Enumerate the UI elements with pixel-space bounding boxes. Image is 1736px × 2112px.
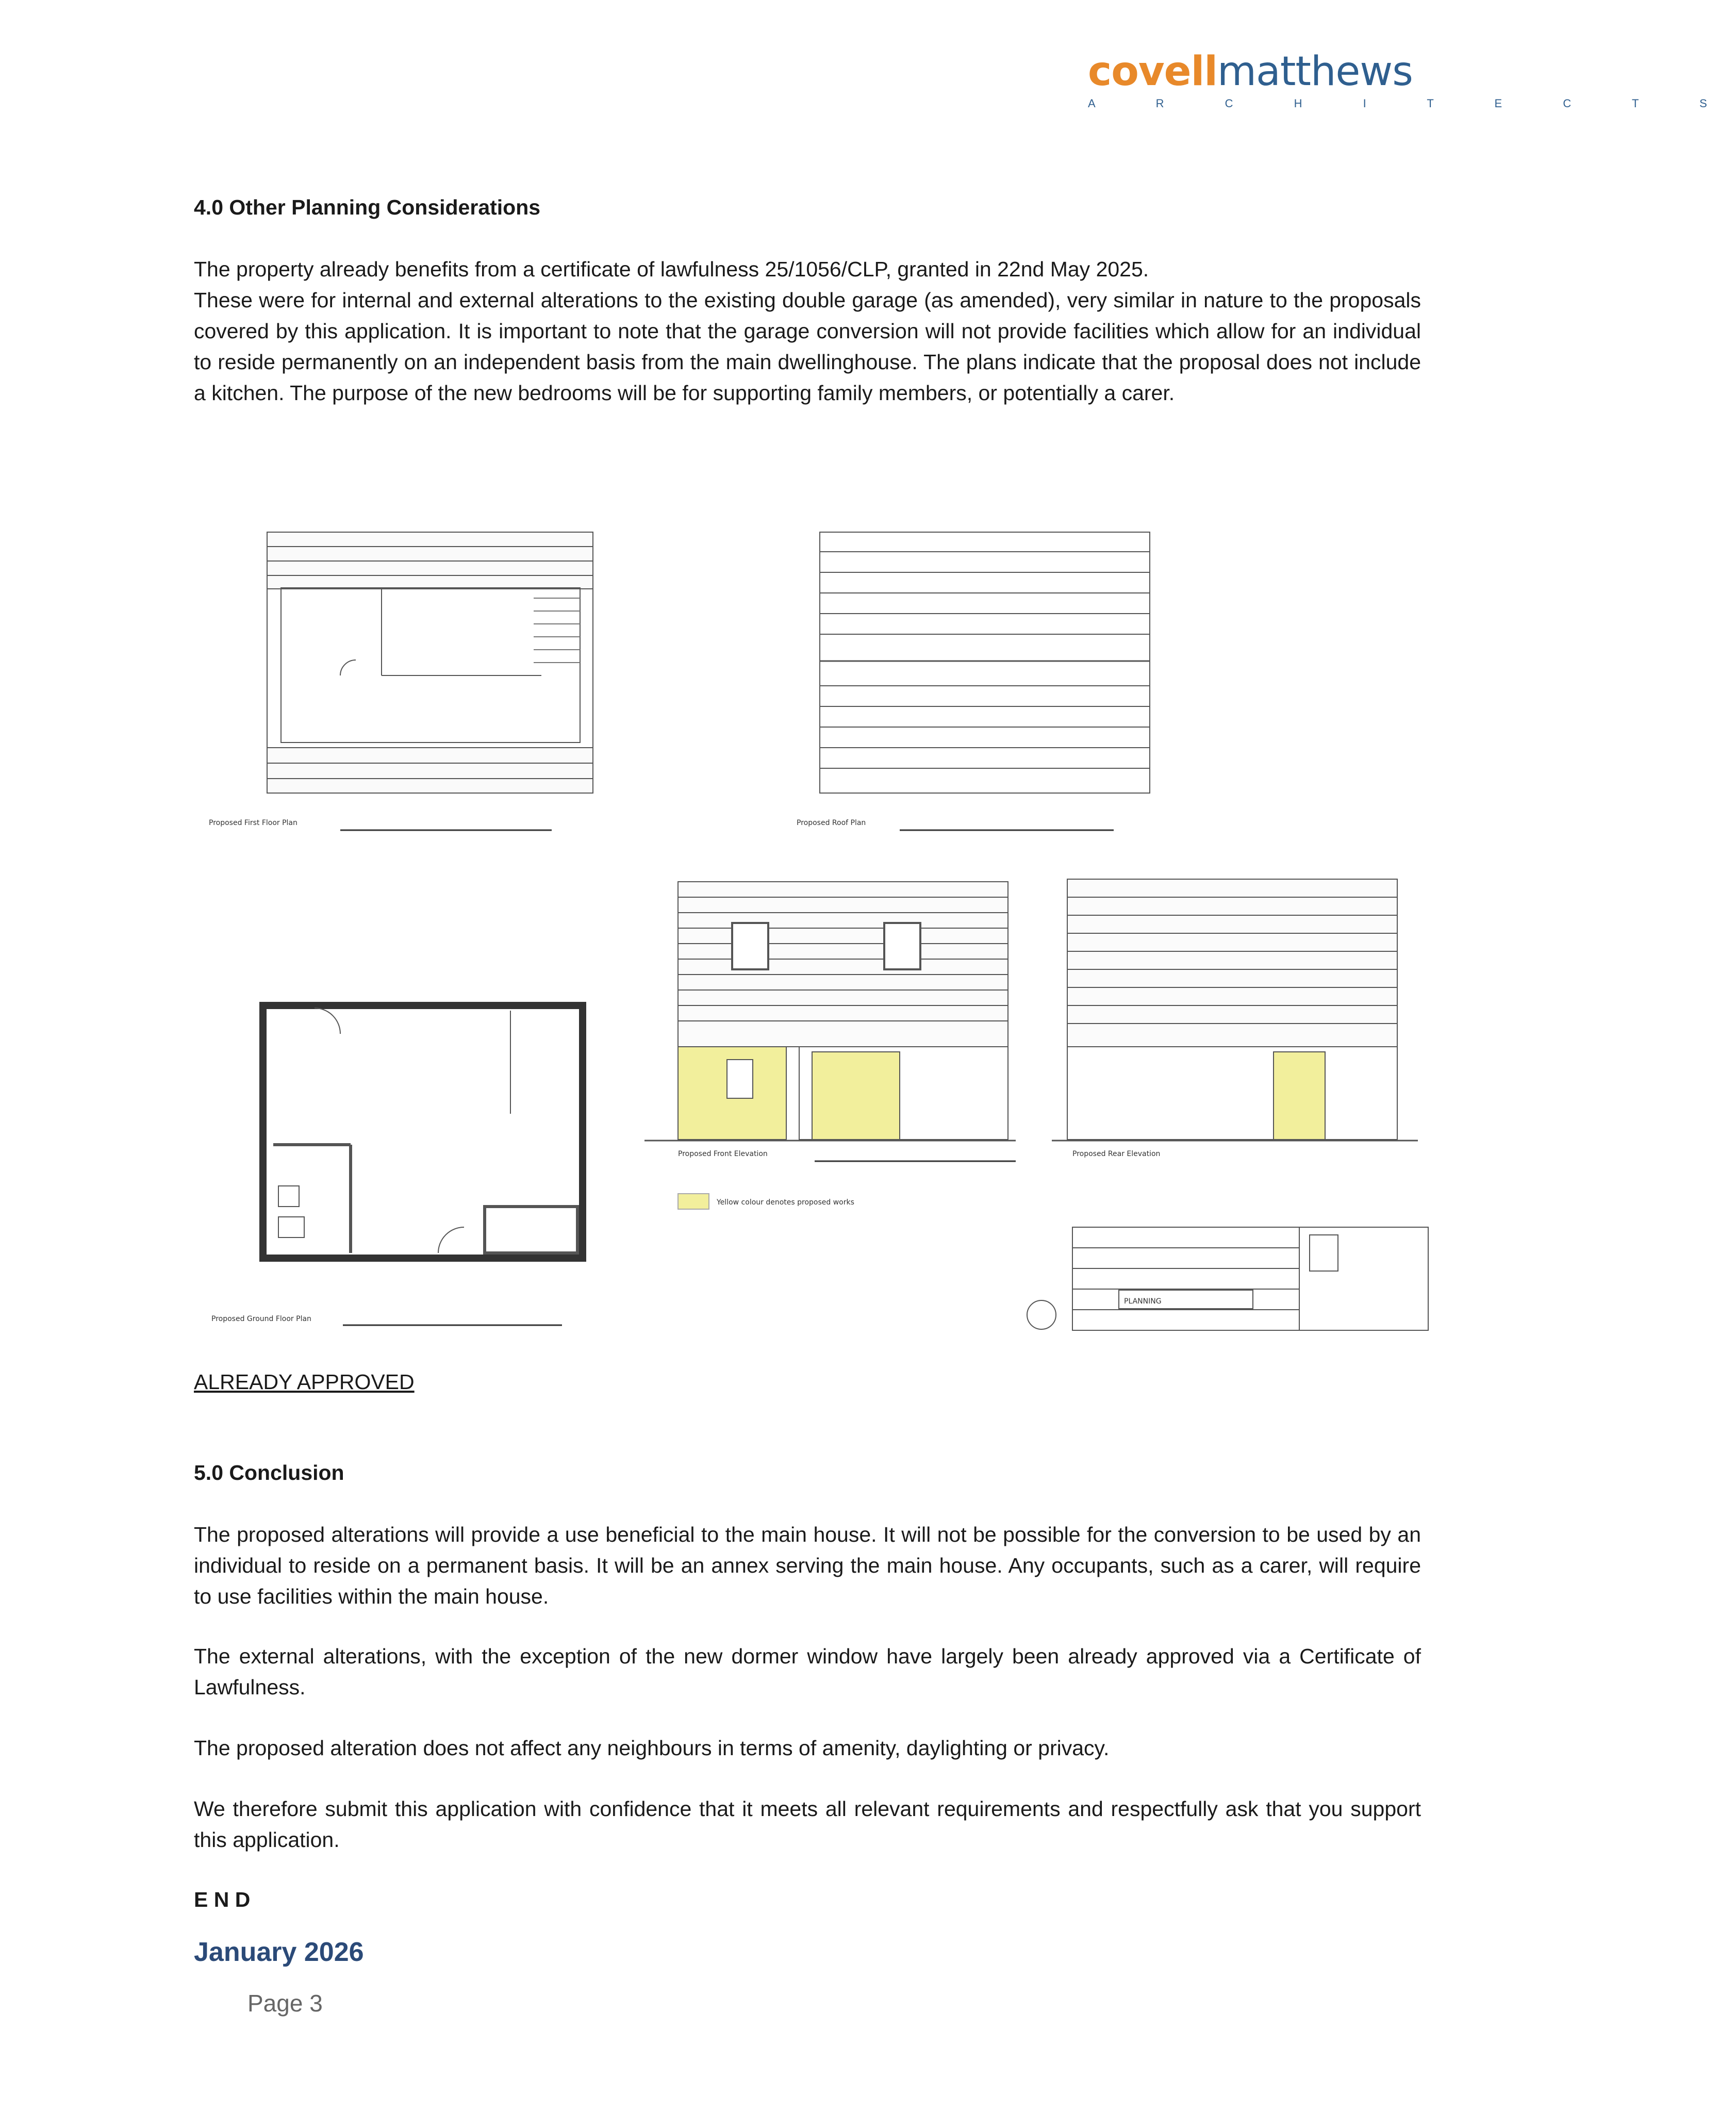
front-elevation [644, 882, 1016, 1141]
caption-rear-elevation: Proposed Rear Elevation [1072, 1150, 1161, 1158]
page-number: Page 3 [247, 1990, 323, 2017]
conclusion-paragraph-4: We therefore submit this application with confidence that it meets all relevant requirements and respectfully ask that you support this application. [194, 1797, 1421, 1852]
architectural-drawing [191, 521, 1428, 1346]
paragraph-line: The property already benefits from a certificate of lawfulness 25/1056/CLP, granted in 22nd May 2025. [194, 257, 1149, 281]
already-approved-label: ALREADY APPROVED [194, 1370, 415, 1394]
conclusion-paragraph-3: The proposed alteration does not affect any neighbours in terms of amenity, daylighting or privacy. [194, 1736, 1110, 1760]
section-5-heading: 5.0 Conclusion [194, 1461, 344, 1484]
drawing-svg [191, 521, 1428, 1346]
planning-stamp: PLANNING [1124, 1297, 1162, 1306]
first-floor-plan [267, 532, 593, 793]
conclusion-paragraph-2: The external alterations, with the exception of the new dormer window have largely been already approved via a Certificate of Lawfulness. [194, 1644, 1421, 1699]
logo-wordmark: covellmatthews [1088, 48, 1413, 95]
ground-floor-plan [263, 1005, 583, 1258]
caption-first-floor: Proposed First Floor Plan [209, 819, 297, 827]
title-block [1027, 1227, 1428, 1330]
footer-date: January 2026 [194, 1937, 364, 1967]
section-4-paragraph [194, 254, 1421, 408]
section-4-heading: 4.0 Other Planning Considerations [194, 195, 541, 219]
roof-plan [820, 532, 1150, 793]
caption-ground-floor: Proposed Ground Floor Plan [211, 1315, 311, 1323]
conclusion-paragraph-1: The proposed alterations will provide a use beneficial to the main house. It will not be possible for the conversion to be used by an individual to reside on a permanent basis. It will be an annex serving the main house. Any occupants, such as a carer, will require to use facilities within the main house. [194, 1523, 1421, 1608]
paragraph-body: These were for internal and external alterations to the existing double garage (as amended), very similar in nature to the proposals covered by this application. It is important to note that the garage conversion will not provide facilities which allow for an individual to reside permanently on an independent basis from the main dwellinghouse. The plans indicate that the proposal does not include a kitchen. The purpose of the new bedrooms will be for supporting family members, or potentially a carer. [194, 288, 1421, 405]
end-marker: E N D [194, 1888, 251, 1911]
logo-subtitle: A R C H I T E C T S [1088, 97, 1736, 110]
company-logo [1088, 48, 1736, 119]
caption-roof-plan: Proposed Roof Plan [797, 819, 866, 827]
caption-front-elevation: Proposed Front Elevation [678, 1150, 768, 1158]
rear-elevation [1052, 879, 1418, 1141]
key-note: Yellow colour denotes proposed works [717, 1198, 854, 1207]
